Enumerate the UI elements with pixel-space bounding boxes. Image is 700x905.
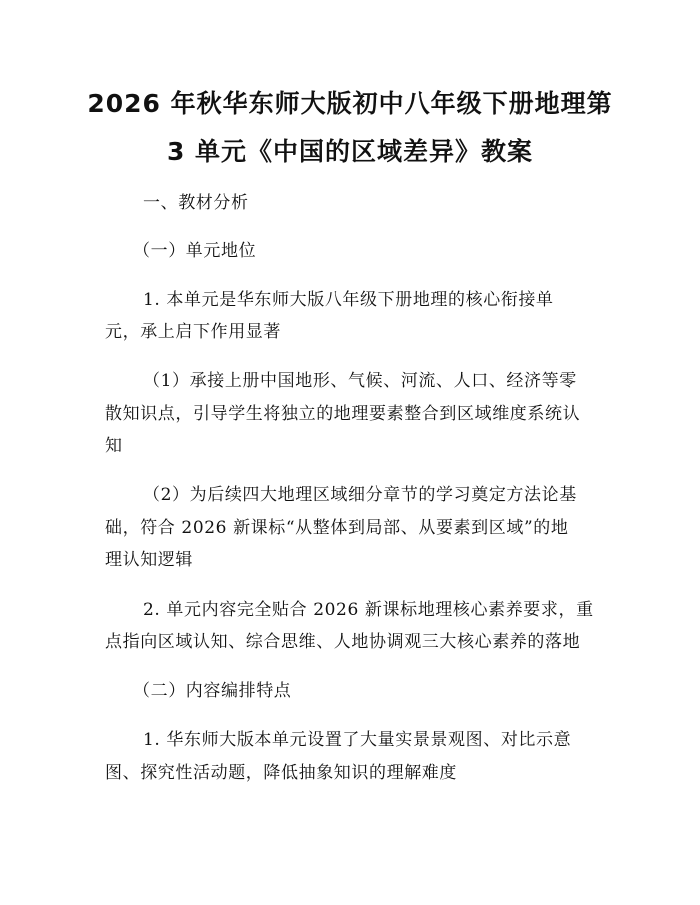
paragraph-item1-line2: 元，承上启下作用显著 <box>105 322 281 342</box>
paragraph-item2-line1: 2. 单元内容完全贴合 2026 新课标地理核心素养要求，重 <box>143 600 594 620</box>
subsection-heading-unit-position: （一）单元地位 <box>133 241 257 261</box>
paragraph-item3-line2: 图、探究性活动题，降低抽象知识的理解难度 <box>105 763 457 783</box>
paragraph-item1a-line1: （1）承接上册中国地形、气候、河流、人口、经济等零 <box>143 371 577 391</box>
paragraph-item1-line1: 1. 本单元是华东师大版八年级下册地理的核心衔接单 <box>143 290 554 310</box>
subsection-heading-content-features: （二）内容编排特点 <box>133 681 292 701</box>
document-title-line-2: 3 单元《中国的区域差异》教案 <box>166 137 534 166</box>
section-heading-textbook-analysis: 一、教材分析 <box>143 193 249 213</box>
paragraph-item2-line2: 点指向区域认知、综合思维、人地协调观三大核心素养的落地 <box>105 632 581 652</box>
paragraph-item1b-line3: 理认知逻辑 <box>105 550 193 570</box>
paragraph-item1a-line2: 散知识点，引导学生将独立的地理要素整合到区域维度系统认 <box>105 404 581 424</box>
paragraph-item1b-line2: 础，符合 2026 新课标“从整体到局部、从要素到区域”的地 <box>105 518 569 538</box>
document-title-line-1: 2026 年秋华东师大版初中八年级下册地理第 <box>87 89 613 118</box>
paragraph-item1a-line3: 知 <box>105 436 123 456</box>
paragraph-item3-line1: 1. 华东师大版本单元设置了大量实景景观图、对比示意 <box>143 730 572 750</box>
paragraph-item1b-line1: （2）为后续四大地理区域细分章节的学习奠定方法论基 <box>143 485 577 505</box>
